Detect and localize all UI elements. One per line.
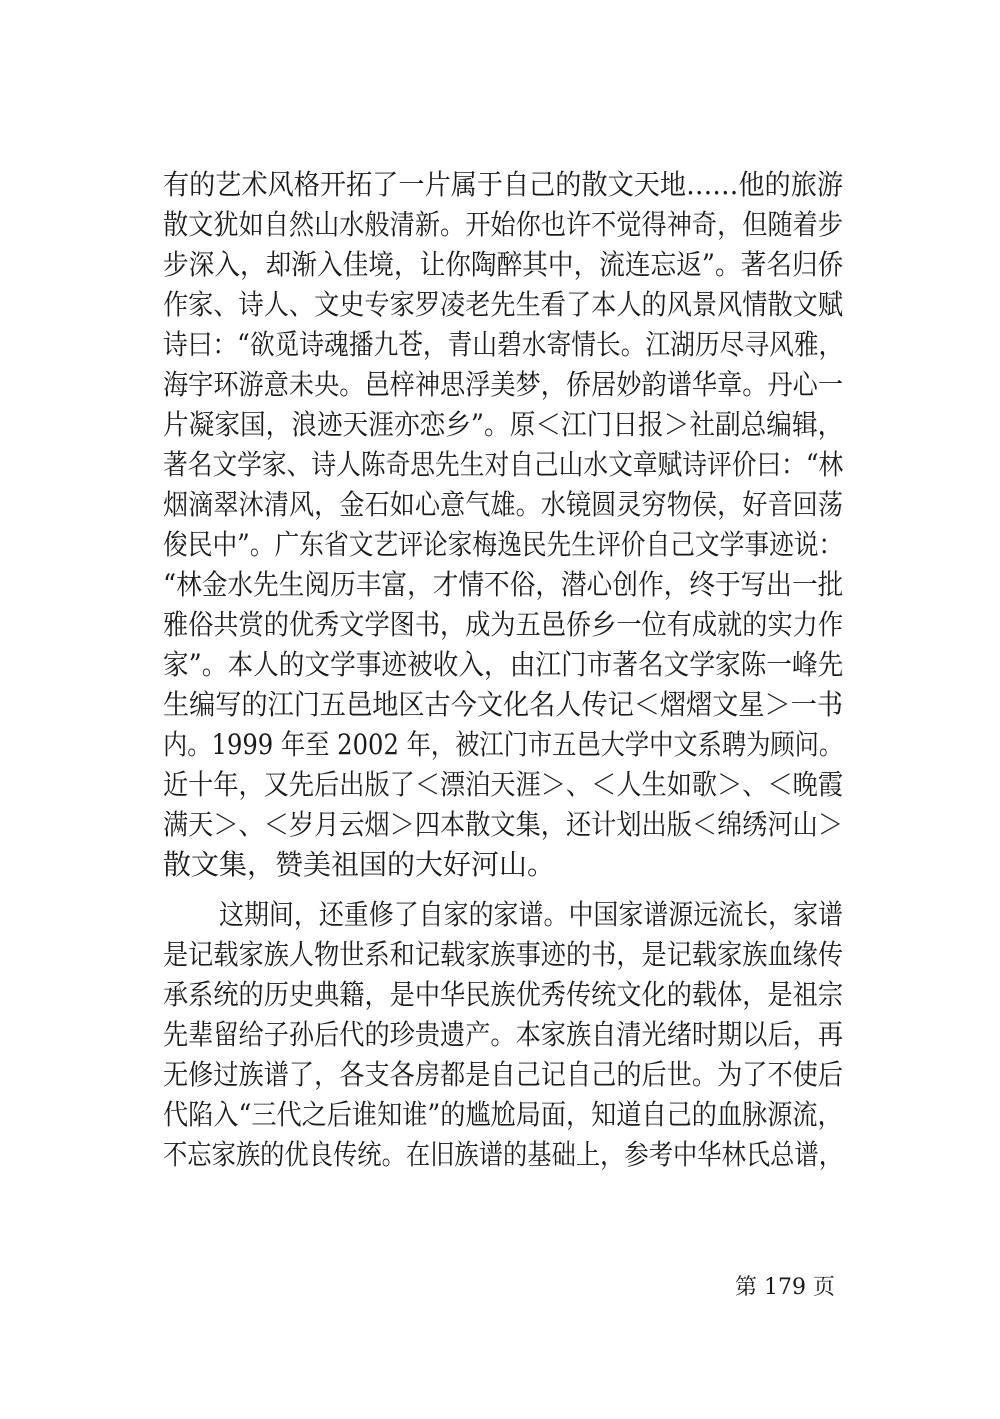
text-line: 海宇环游意未央。邑梓神思浮美梦，侨居妙韵谱华章。丹心一 [163,368,844,401]
text-line: 先辈留给子孙后代的珍贵遗产。本家族自清光绪时期以后，再 [163,1018,844,1051]
text-line: 散文集，赞美祖国的大好河山。 [163,848,556,881]
text-line: 步深入，却渐入佳境，让你陶醉其中，流连忘返”。著名归侨 [163,248,844,281]
text-line: 散文犹如自然山水般清新。开始你也许不觉得神奇，但随着步 [163,208,844,241]
text-line: 代陷入“三代之后谁知谁”的尴尬局面，知道自己的血脉源流， [163,1098,843,1131]
text-line: 是记载家族人物世系和记载家族事迹的书，是记载家族血缘传 [163,938,844,971]
text-line: 著名文学家、诗人陈奇思先生对自己山水文章赋诗评价曰：“林 [163,448,844,481]
text-line: 作家、诗人、文史专家罗凌老先生看了本人的风景风情散文赋 [163,288,844,321]
text-line: 承系统的历史典籍，是中华民族优秀传统文化的载体，是祖宗 [163,978,844,1011]
text-line: “林金水先生阅历丰富，才情不俗，潜心创作，终于写出一批 [163,568,844,601]
text-line: 不忘家族的优良传统。在旧族谱的基础上，参考中华林氏总谱， [163,1138,844,1171]
page-number: 第 179 页 [735,1275,835,1300]
text-line: 烟滴翠沐清风，金石如心意气雄。水镜圆灵穷物侯，好音回荡 [163,488,844,521]
text-line: 满天＞、＜岁月云烟＞四本散文集，还计划出版＜绵绣河山＞ [163,808,844,841]
text-line: 俊民中”。广东省文艺评论家梅逸民先生评价自己文学事迹说： [163,528,844,561]
text-line: 雅俗共赏的优秀文学图书，成为五邑侨乡一位有成就的实力作 [163,608,844,641]
text-line: 家”。本人的文学事迹被收入，由江门市著名文学家陈一峰先 [163,648,844,681]
text-line: 内。1999 年至 2002 年，被江门市五邑大学中文系聘为顾问。 [163,728,844,761]
text-line-indented: 这期间，还重修了自家的家谱。中国家谱源远流长，家谱 [219,898,844,931]
text-line: 诗曰：“欲觅诗魂播九苍，青山碧水寄情长。江湖历尽寻风雅， [163,328,844,361]
text-line: 生编写的江门五邑地区古今文化名人传记＜熠熠文星＞一书 [163,688,844,721]
text-line: 近十年，又先后出版了＜漂泊天涯＞、＜人生如歌＞、＜晚霞 [163,768,844,801]
text-line: 片凝家国，浪迹天涯亦恋乡”。原＜江门日报＞社副总编辑， [163,408,844,441]
text-line: 无修过族谱了，各支各房都是自己记自己的后世。为了不使后 [163,1058,844,1091]
text-line: 有的艺术风格开拓了一片属于自己的散文天地……他的旅游 [163,168,844,201]
